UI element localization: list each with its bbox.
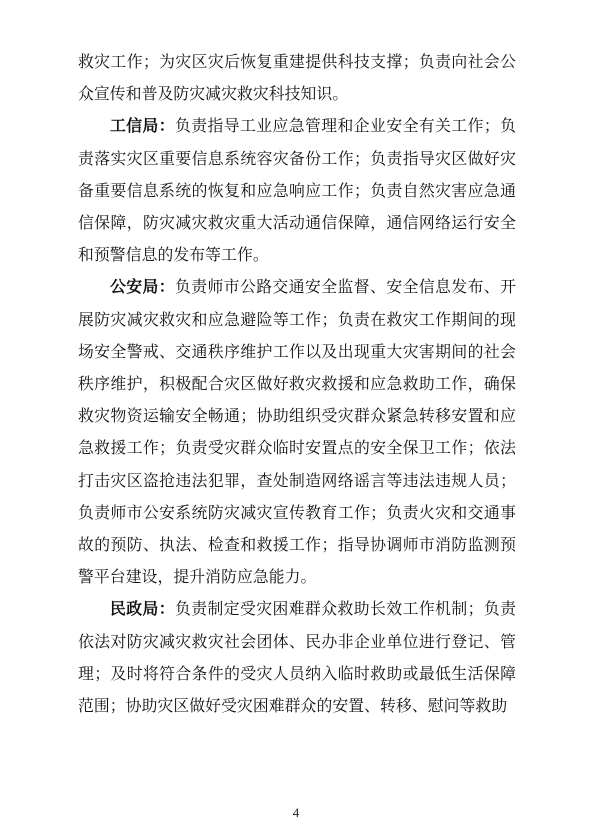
department-duties-industry-it-bureau: 负责指导工业应急管理和企业安全有关工作；负责落实灾区重要信息系统容灾备份工作；负责指导灾区做好灾备重要信息系统的恢复和应急响应工作；负责自然灾害应急通信保障，防灾减灾救灾重大活动通信保障，通信网络运行安全和预警信息的发布等工作。 (78, 116, 516, 265)
paragraph-industry-it-bureau (78, 110, 516, 271)
department-duties-civil-affairs-bureau: 负责制定受灾困难群众救助长效工作机制；负责依法对防灾减灾救灾社会团体、民办非企业单位进行登记、管理；及时将符合条件的受灾人员纳入临时救助或最低生活保障范围；协助灾区做好受灾困难群众的安置、转移、慰问等救助 (78, 599, 516, 716)
paragraph-continuation (78, 46, 516, 110)
paragraph-continuation-text: 救灾工作；为灾区灾后恢复重建提供科技支撑；负责向社会公众宣传和普及防灾减灾救灾科技知识。 (78, 52, 516, 104)
department-name-public-security-bureau: 公安局： (110, 277, 176, 297)
department-duties-public-security-bureau: 负责师市公路交通安全监督、安全信息发布、开展防灾减灾救灾和应急避险等工作；负责在救灾工作期间的现场安全警戒、交通秩序维护工作以及出现重大灾害期间的社会秩序维护，积极配合灾区做好救灾救援和应急救助工作，确保救灾物资运输安全畅通；协助组织受灾群众紧急转移安置和应急救援工作；负责受灾群众临时安置点的安全保卫工作；依法打击灾区盗抢违法犯罪，查处制造网络谣言等违法违规人员；负责师市公安系统防灾减灾宣传教育工作；负责火灾和交通事故的预防、执法、检查和救援工作；指导协调师市消防监测预警平台建设，提升消防应急能力。 (78, 277, 516, 587)
document-body (78, 46, 516, 722)
paragraph-civil-affairs-bureau (78, 593, 516, 722)
paragraph-public-security-bureau (78, 271, 516, 593)
department-name-civil-affairs-bureau: 民政局： (110, 599, 176, 619)
page-number: 4 (292, 805, 300, 820)
department-name-industry-it-bureau: 工信局： (110, 116, 176, 136)
